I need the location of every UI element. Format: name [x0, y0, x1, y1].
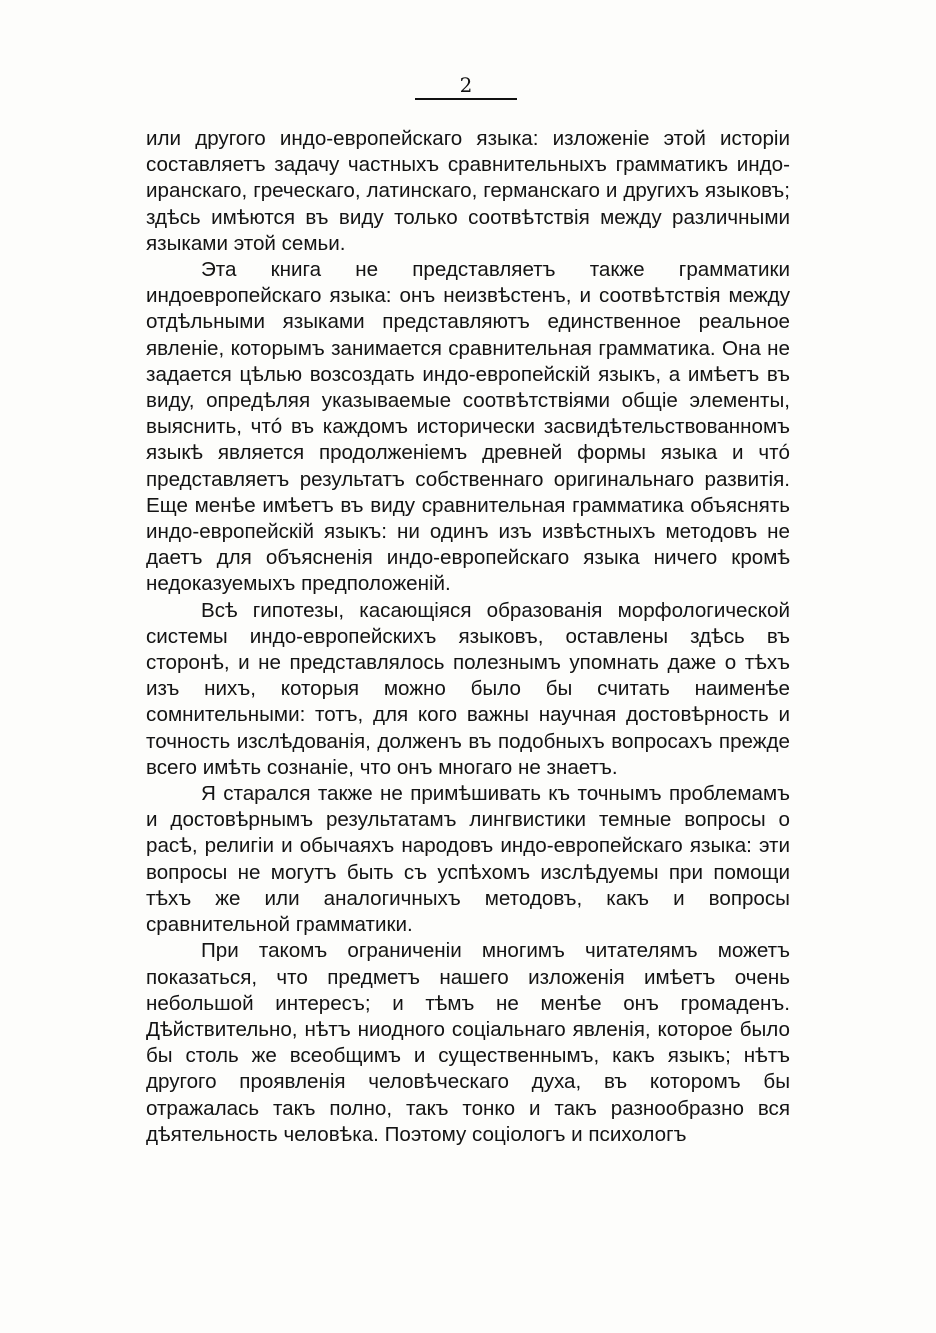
paragraph: или другого индо-европейскаго языка: изложенiе этой исторiи составляетъ задачу частныхъ сравнительныхъ грамматикъ индо-иранскаго, греческаго, латинскаго, германскаго и другихъ языковъ; здѣсь имѣются въ виду только соотвѣтствiя между различными языками этой семьи. [146, 127, 790, 255]
paragraph: Всѣ гипотезы, касающiяся образованiя морфологической системы индо-европейскихъ языковъ, оставлены здѣсь въ сторонѣ, и не представлялось полезнымъ упомнать даже о тѣхъ изъ нихъ, которыя можно было бы считать наименѣе сомнительными: тотъ, для кого важны научная достовѣрность и точность изслѣдованiя, долженъ въ подобныхъ вопросахъ прежде всего имѣть сознанiе, что онъ многаго не знаетъ. [146, 598, 790, 779]
body-text [146, 126, 790, 1148]
page-number-rule [415, 98, 517, 100]
page-number: 2 [459, 73, 473, 97]
paragraph: Эта книга не представляетъ также грамматики индоевропейскаго языка: онъ неизвѣстенъ, и соотвѣтствiя между отдѣльными языками представляютъ единственное реальное явленiе, которымъ занимается сравнительная грамматика. Она не задается цѣлью возсоздать индо-европейскiй языкъ, а имѣетъ въ виду, опредѣляя указываемые соотвѣтствiями общiе элементы, выяснить, чтó въ каждомъ исторически засвидѣтельствованномъ языкѣ является продолженiемъ древней формы языка и чтó представляетъ результатъ собственнаго оригинальнаго развитiя. Еще менѣе имѣетъ въ виду сравнительная грамматика объяснять индо-европейскiй языкъ: ни одинъ изъ извѣстныхъ методовъ не даетъ для объясненiя индо-европейскаго языка ничего кромѣ недоказуемыхъ предположенiй. [146, 258, 790, 596]
paragraph: При такомъ ограниченiи многимъ читателямъ можетъ показаться, что предметъ нашего изложенiя имѣетъ очень небольшой интересъ; и тѣмъ не менѣе онъ громаденъ. Дѣйствительно, нѣтъ ниодного соцiальнаго явленiя, которое было бы столь же всеобщимъ и существеннымъ, какъ языкъ; нѣтъ другого проявленiя человѣческаго духа, въ которомъ бы отражалась такъ полно, такъ тонко и такъ разнообразно вся дѣятельность человѣка. Поэтому соцiологъ и психологъ [146, 939, 790, 1146]
paragraph: Я старался также не примѣшивать къ точнымъ проблемамъ и достовѣрнымъ результатамъ лингвистики темные вопросы о расѣ, религiи и обычаяхъ народовъ индо-европейскаго языка: эти вопросы не могутъ быть съ успѣхомъ изслѣдуемы при помощи тѣхъ же или аналогичныхъ методовъ, какъ и вопросы сравнительной грамматики. [146, 782, 790, 937]
